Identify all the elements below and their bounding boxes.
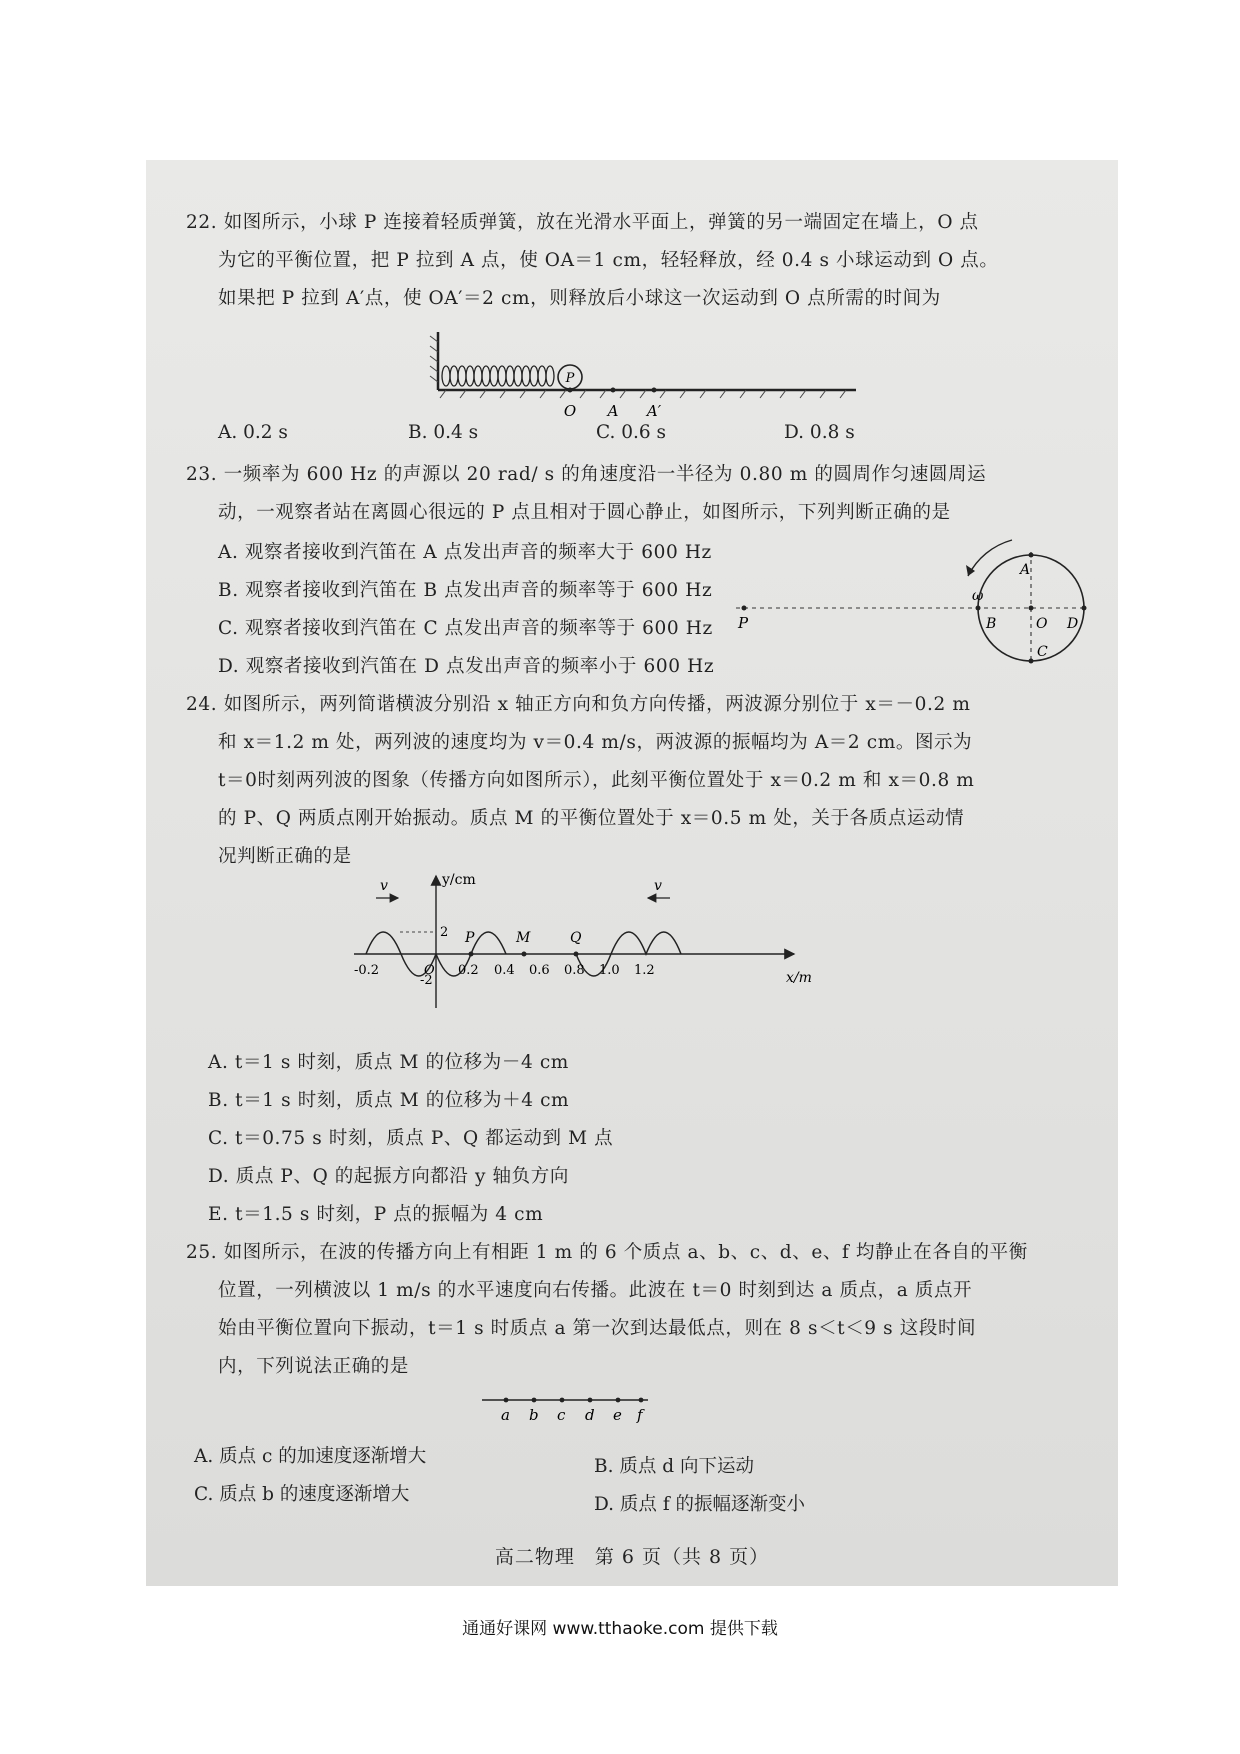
q25-option-a: A. 质点 c 的加速度逐渐增大 xyxy=(194,1446,427,1467)
label-e: e xyxy=(613,1406,622,1424)
q22-option-d: D. 0.8 s xyxy=(784,422,855,443)
q23-option-c: C. 观察者接收到汽笛在 C 点发出声音的频率等于 600 Hz xyxy=(218,618,713,639)
q24-option-c: C. t＝0.75 s 时刻，质点 P、Q 都运动到 M 点 xyxy=(208,1128,614,1149)
x-tick-0.6: 0.6 xyxy=(529,963,550,978)
q23-option-b: B. 观察者接收到汽笛在 B 点发出声音的频率等于 600 Hz xyxy=(218,580,713,601)
q24-line-2: 和 x＝1.2 m 处，两列波的速度均为 v＝0.4 m/s，两波源的振幅均为 A＝2 cm。图示为 xyxy=(218,732,973,753)
label-b: B xyxy=(986,616,997,632)
particles-figure xyxy=(476,1390,656,1434)
q25-line-2: 位置，一列横波以 1 m/s 的水平速度向右传播。此波在 t＝0 时刻到达 a 质点，a 质点开 xyxy=(218,1280,973,1301)
q25-line-3: 始由平衡位置向下振动，t＝1 s 时质点 a 第一次到达最低点，则在 8 s＜t＜9 s 这段时间 xyxy=(218,1318,977,1339)
label-a-prime: A′ xyxy=(646,402,662,420)
q25-line-4: 内，下列说法正确的是 xyxy=(218,1356,410,1377)
spring xyxy=(442,366,554,386)
exam-page xyxy=(146,160,1118,1586)
q25-line-1: 25. 如图所示，在波的传播方向上有相距 1 m 的 6 个质点 a、b、c、d、e、f 均静止在各自的平衡 xyxy=(186,1242,1028,1263)
label-o: O xyxy=(563,402,577,420)
point-q: Q xyxy=(570,930,582,946)
x-axis-label: x/m xyxy=(786,970,812,986)
label-omega: ω xyxy=(972,588,984,604)
label-c: c xyxy=(557,1406,566,1424)
x-tick-0.2: 0.2 xyxy=(458,963,479,978)
point-m: M xyxy=(516,930,531,946)
q24-line-5: 况判断正确的是 xyxy=(218,846,352,867)
q22-option-b: B. 0.4 s xyxy=(408,422,479,443)
y-tick-2: 2 xyxy=(440,925,449,940)
q24-line-3: t＝0时刻两列波的图象（传播方向如图所示），此刻平衡位置处于 x＝0.2 m 和 x＝0.8 m xyxy=(218,770,975,791)
q22-line-1: 22. 如图所示，小球 P 连接着轻质弹簧，放在光滑水平面上，弹簧的另一端固定在墙上，O 点 xyxy=(186,212,979,233)
q24-option-a: A. t＝1 s 时刻，质点 M 的位移为－4 cm xyxy=(208,1052,569,1073)
y-axis-label: y/cm xyxy=(442,872,476,888)
label-a: A xyxy=(607,402,619,420)
label-a: A xyxy=(1020,562,1031,578)
source-watermark: 通通好课网 www.tthaoke.com 提供下载 xyxy=(462,1619,778,1639)
q22-option-a: A. 0.2 s xyxy=(218,422,288,443)
label-d: D xyxy=(1067,616,1079,632)
q25-option-c: C. 质点 b 的速度逐渐增大 xyxy=(194,1484,410,1505)
label-b: b xyxy=(529,1406,539,1424)
x-tick-1.2: 1.2 xyxy=(634,963,655,978)
x-tick-1.0: 1.0 xyxy=(599,963,620,978)
velocity-label-right: v xyxy=(654,878,662,894)
q22-line-3: 如果把 P 拉到 A′点，使 OA′＝2 cm，则释放后小球这一次运动到 O 点所需的时间为 xyxy=(218,288,941,309)
x-tick-0.8: 0.8 xyxy=(564,963,585,978)
page-footer: 高二物理 第 6 页（共 8 页） xyxy=(494,1546,770,1568)
label-o: O xyxy=(1036,616,1048,632)
q23-option-d: D. 观察者接收到汽笛在 D 点发出声音的频率小于 600 Hz xyxy=(218,656,715,677)
q22-option-c: C. 0.6 s xyxy=(596,422,667,443)
q25-option-b: B. 质点 d 向下运动 xyxy=(594,1456,754,1477)
label-p: P xyxy=(738,614,749,632)
q23-line-1: 23. 一频率为 600 Hz 的声源以 20 rad/ s 的角速度沿一半径为 0.80 m 的圆周作匀速圆周运 xyxy=(186,464,987,485)
label-f: f xyxy=(637,1406,643,1424)
x-tick-0.4: 0.4 xyxy=(494,963,515,978)
circular-motion-figure xyxy=(736,532,1106,682)
label-d: d xyxy=(585,1406,595,1424)
ball-label: P xyxy=(565,371,575,386)
q23-option-a: A. 观察者接收到汽笛在 A 点发出声音的频率大于 600 Hz xyxy=(218,542,712,563)
x-tick-neg0.2: -0.2 xyxy=(354,963,380,978)
q24-line-4: 的 P、Q 两质点刚开始振动。质点 M 的平衡位置处于 x＝0.5 m 处，关于各质点运动情 xyxy=(218,808,965,829)
q24-option-d: D. 质点 P、Q 的起振方向都沿 y 轴负方向 xyxy=(208,1166,569,1187)
label-c: C xyxy=(1037,644,1048,660)
y-tick-neg2: -2 xyxy=(420,973,433,988)
point-p: P xyxy=(465,930,475,946)
q24-option-b: B. t＝1 s 时刻，质点 M 的位移为＋4 cm xyxy=(208,1090,570,1111)
wave-graph xyxy=(354,870,812,1010)
velocity-label-left: v xyxy=(380,878,388,894)
label-a: a xyxy=(501,1406,510,1424)
q24-option-e: E. t＝1.5 s 时刻，P 点的振幅为 4 cm xyxy=(208,1204,544,1225)
q24-line-1: 24. 如图所示，两列简谐横波分别沿 x 轴正方向和负方向传播，两波源分别位于 x＝－0.2 m xyxy=(186,694,971,715)
q25-option-d: D. 质点 f 的振幅逐渐变小 xyxy=(594,1494,806,1515)
q23-line-2: 动，一观察者站在离圆心很远的 P 点且相对于圆心静止，如图所示，下列判断正确的是 xyxy=(218,502,951,523)
origin-label: O xyxy=(424,963,435,978)
q22-line-2: 为它的平衡位置，把 P 拉到 A 点，使 OA＝1 cm，轻轻释放，经 0.4 s 小球运动到 O 点。 xyxy=(218,250,999,271)
